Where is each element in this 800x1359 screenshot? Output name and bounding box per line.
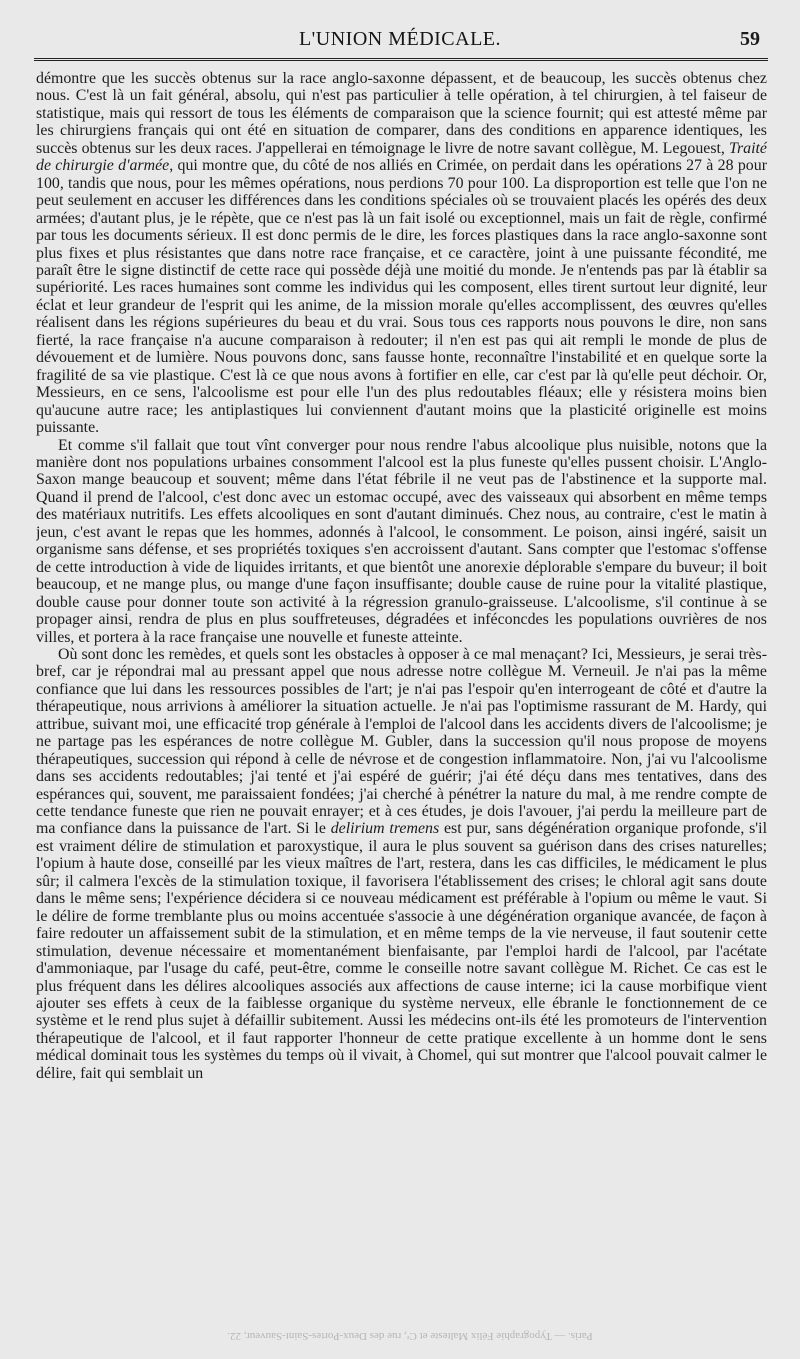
paragraph-text: est pur, sans dégénération organique profonde, s'il est vraiment délire de stimulation et paroxystique, il aura le plus souvent sa guérison dans des crises naturelles; l'opium à haute dose, conseillé par les vieux maîtres de l'art, restera, dans les cas difficiles, le médicament le plus sûr; il calmera l'excès de la stimulation toxique, il favorisera l'établissement des crises; le chloral agit sans doute dans le même sens; l'expérience décidera si ce nouveau médicament est préférable à l'opium ou même le vaut. Si le délire de forme tremblante plus ou moins accentuée s'associe à une dégénération organique avancée, de façon à faire redouter un affaissement subit de la stimulation, et en même temps de la vie nerveuse, il faut soutenir cette stimulation, devenue nécessaire et momentanément bienfaisante, par l'emploi hardi de l'alcool, par l'acétate d'ammoniaque, par l'usage du café, peut-être, comme le conseille notre savant collègue M. Richet. Ce cas est le plus fréquent dans les délires alcooliques associés aux affections de cause interne; ici la cause morbifique vient ajouter ses effets à ceux de la faiblesse organique du système nerveux, elle ébranle le fonctionnement de ce système et le rend plus sujet à défaillir subitement. Aussi les médecins ont-ils été les promoteurs de l'intervention thérapeutique de l'alcool, et il faut rapporter l'honneur de cette pratique excellente à un homme dont le sens médical dominait tous les systèmes du temps où il vivait, à Chomel, qui sut montrer que l'alcool pouvait calmer le délire, fait qui semblait un (36, 820, 767, 1082)
page-number: 59 (740, 28, 760, 50)
paragraph-text: démontre que les succès obtenus sur la race anglo-saxonne dépassent, et de beaucoup, les succès obtenus chez nous. C'est là un fait général, absolu, qui n'est pas particulier à telle opération, à tel chirurgien, à tel faiseur de statistique, mais qui ressort de tous les éléments de comparaison que la science fournit; qui est attesté même par les chirurgiens français qui ont été en situation de comparer, dans des conditions en apparence identiques, les succès obtenus sur les deux races. J'appellerai en témoignage le livre de notre savant collègue, M. Legouest, (36, 70, 767, 157)
paragraph-text: , qui montre que, du côté de nos alliés en Crimée, on perdait dans les opérations 27 à 28 pour 100, tandis que nous, pour les mêmes opérations, nous perdions 70 pour 100. La disproportion est telle que l'on ne peut seulement en accuser les différences dans les conditions spéciales où se trouvaient placés les opérés des deux armées; d'autant plus, je le répète, que ce n'est pas là un fait isolé ou exceptionnel, mais un fait de règle, confirmé par tous les documents sérieux. Il est donc permis de le dire, les forces plastiques dans la race anglo-saxonne sont plus fixes et plus résistantes que dans notre race française, et ce caractère, joint à une puissante fécondité, me paraît être le signe distinctif de cette race qui possède déjà une moitié du monde. Je n'entends pas par là établir sa supériorité. Les races humaines sont comme les individus qui les composent, elles tirent surtout leur dignité, leur éclat et leur grandeur de l'esprit qui les anime, de la mission morale qu'elles accomplissent, des œuvres qu'elles réalisent dans les régions supérieures du beau et du vrai. Sous tous ces rapports nous pouvons le dire, non sans fierté, la race française n'a aucune comparaison à redouter; il n'en est pas qui ait rempli le monde de plus de dévouement et de lumière. Nous pouvons donc, sans fausse honte, reconnaître l'instabilité et en quelque sorte la fragilité de sa vie plastique. C'est là ce que nous avons à fortifier en elle, car c'est par là qu'elle peut déchoir. Or, Messieurs, en ce sens, l'alcoolisme est pour elle l'un des plus redoutables fléaux; elle y résistera moins bien qu'aucune autre race; les antiplastiques lui conviennent d'autant moins que la plasticité originelle est moins puissante. (36, 157, 767, 437)
paragraph-text: Et comme s'il fallait que tout vînt converger pour nous rendre l'abus alcoolique plus nuisible, notons que la manière dont nos populations urbaines consomment l'alcool est la plus funeste qu'elles pussent choisir. L'Anglo-Saxon mange beaucoup et souvent; même dans l'état fébrile il ne veut pas de l'abstinence et la supporte mal. Quand il prend de l'alcool, c'est donc avec un estomac occupé, avec des vaisseaux qui absorbent en même temps des matériaux nutritifs. Les effets alcooliques en sont d'autant diminués. Chez nous, au contraire, c'est le matin à jeun, c'est avant le repas que les hommes, adonnés à l'alcool, le consomment. Le poison, ainsi ingéré, saisit un organisme sans défense, et ses propriétés toxiques s'en accroissent d'autant. Sans compter que l'estomac s'offense de cette introduction à vide de liquides irritants, et que bientôt une anorexie déplorable s'empare du buveur; il boit beaucoup, et ne mange plus, ou mange d'une façon insuffisante; double cause de ruine pour la vitalité plastique, double cause pour donner toute son activité à la régression granulo-graisseuse. L'alcoolisme, s'il continue à se propager ainsi, rendra de plus en plus souffreteuses, dégradées et inféconcdes les populations ouvrières de nos villes, et portera à la race française une nouvelle et funeste atteinte. (36, 436, 767, 646)
italic-title: delirium tremens (330, 820, 440, 838)
paragraph (36, 437, 767, 646)
paragraph (36, 646, 767, 1082)
journal-title: L'UNION MÉDICALE. (298, 28, 502, 50)
running-header (0, 22, 800, 56)
article-body (36, 70, 767, 1310)
italic-title: Traité de chirurgie d'armée (36, 139, 767, 175)
show-through-imprint: Paris. — Typographie Félix Malteste et Cᵉ, rue des Deux-Portes-Saint-Sauveur, 22. (227, 1330, 593, 1342)
header-rule (34, 58, 768, 61)
paragraph (36, 70, 767, 437)
paragraph-text: Où sont donc les remèdes, et quels sont les obstacles à opposer à ce mal menaçant? Ici, Messieurs, je serai très-bref, car je répondrai mal au pressant appel que nous adresse notre collègue M. Verneuil. Je n'ai pas la même confiance que lui dans les ressources possibles de l'art; je n'ai pas l'espoir qu'en interrogeant de côté et d'autre la thérapeutique, nous arrivions à améliorer la situation actuelle. Je n'ai pas l'optimisme rassurant de M. Hardy, qui attribue, suivant moi, une efficacité trop générale à l'emploi de l'alcool dans les accidents divers de l'alcoolisme; je ne partage pas les espérances de notre collègue M. Gubler, dans la succession qu'il nous propose de moyens thérapeutiques, succession qui répond à celle de névrose et de congestion inflammatoire. Non, j'ai vu l'alcoolisme dans ses accidents redoutables; j'ai tenté et j'ai espéré de guérir; j'ai été déçu dans mes tentatives, dans des espérances qui, souvent, me paraissaient fondées; j'ai cherché à pénétrer la nature du mal, à me rendre compte de cette tendance funeste que rien ne pouvait enrayer; et à ces études, je dois l'avouer, j'ai perdu la meilleure part de ma confiance dans la puissance de l'art. Si le (36, 645, 767, 838)
